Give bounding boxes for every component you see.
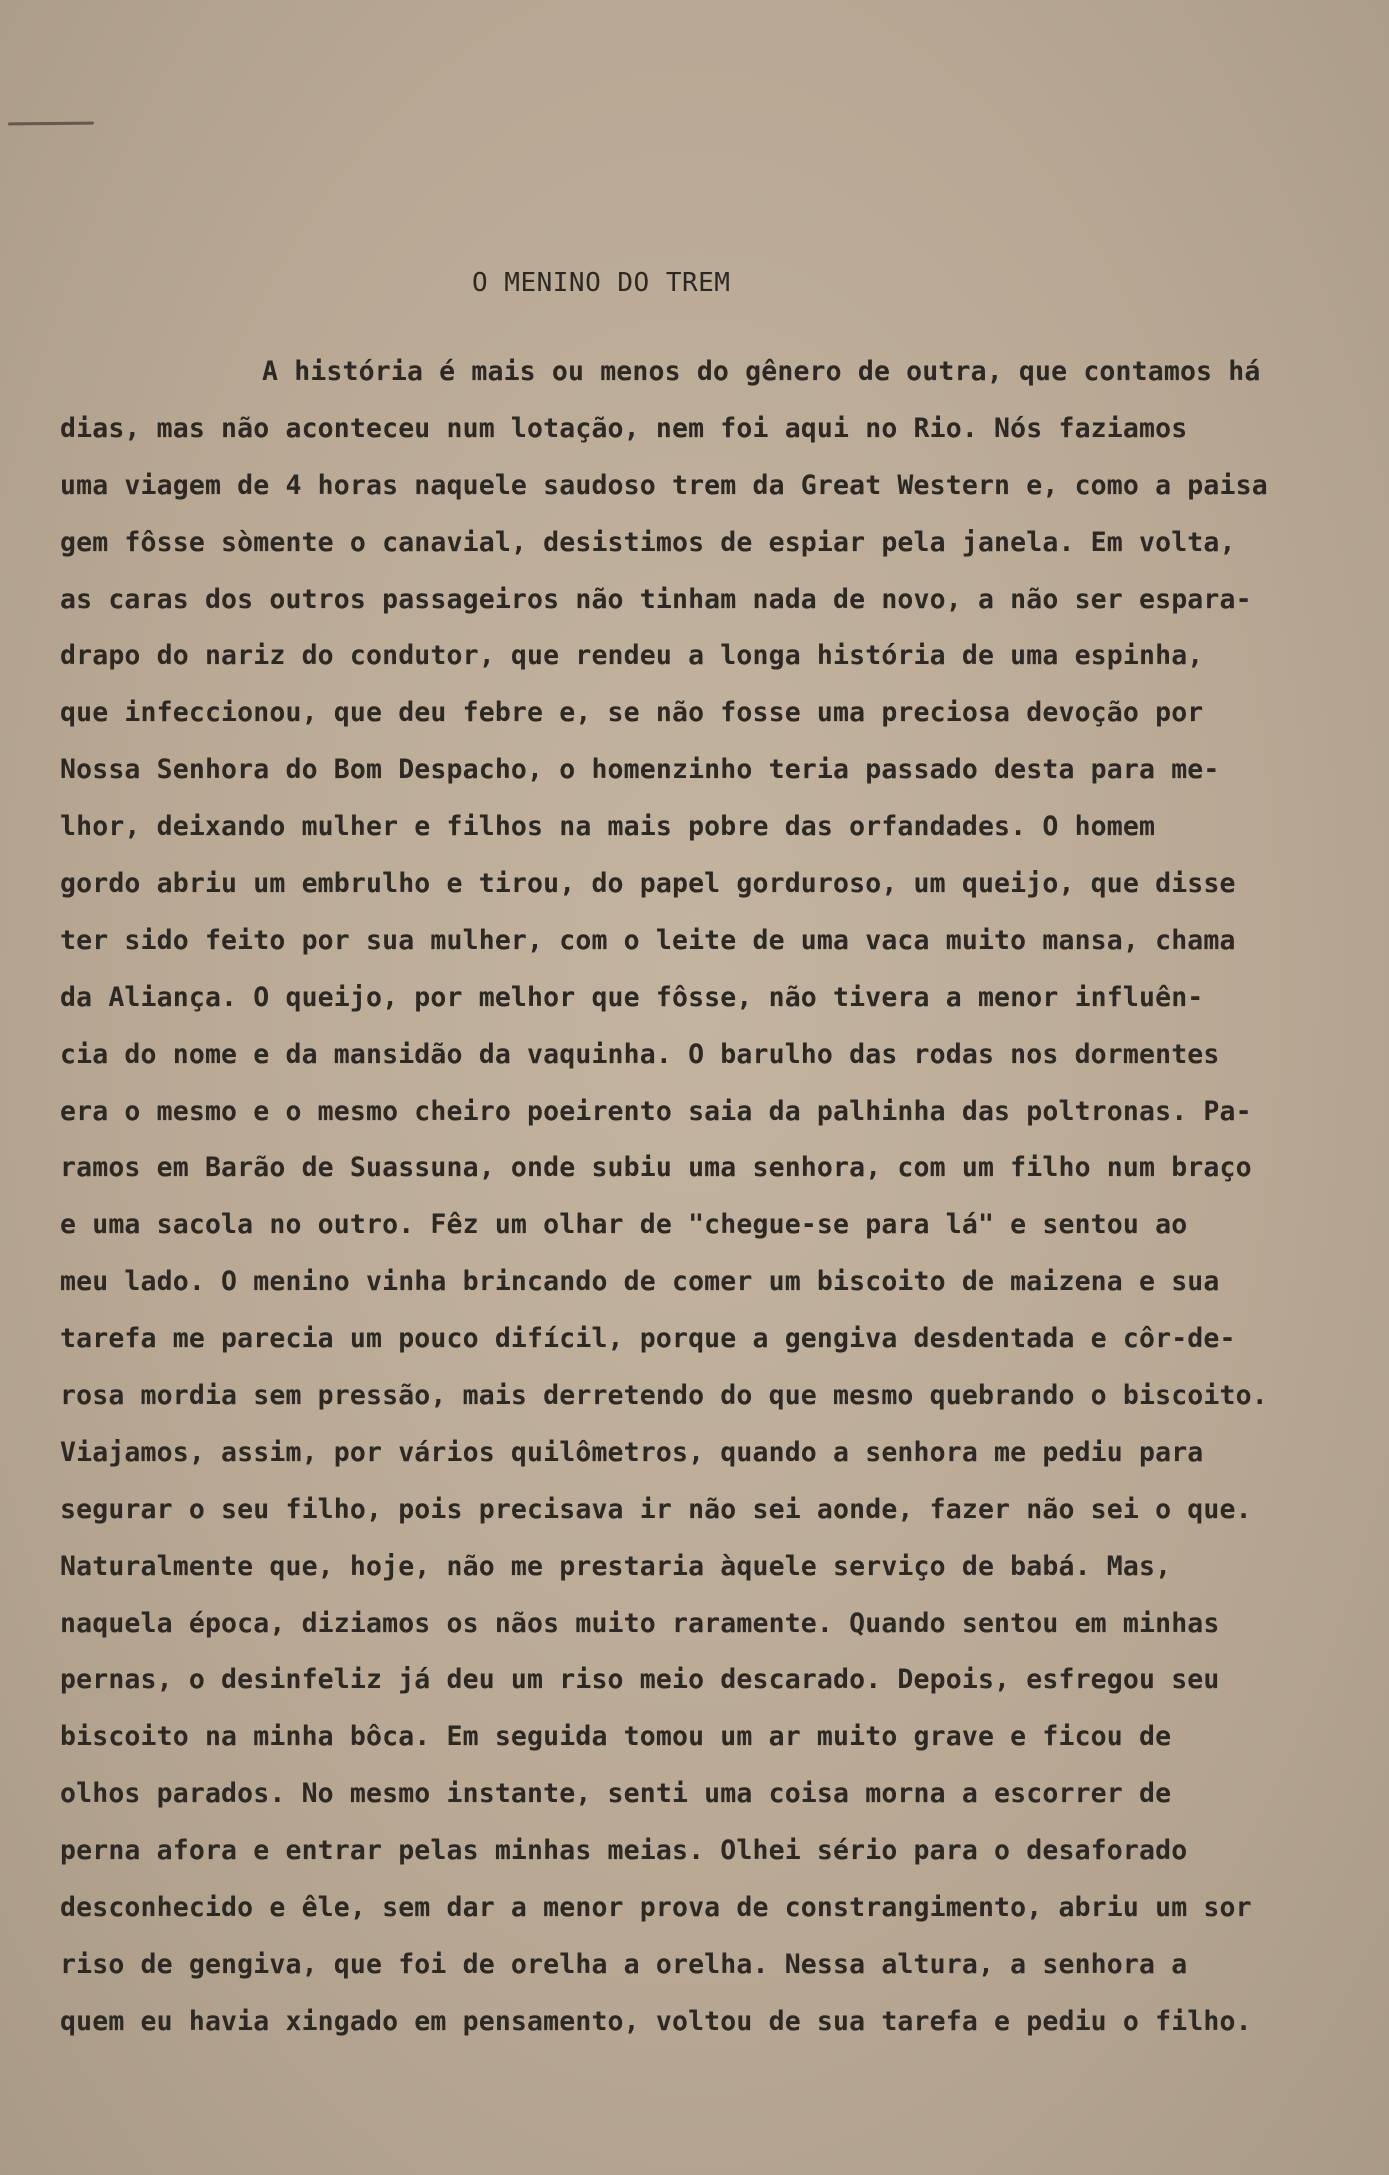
page-title: O MENINO DO TREM xyxy=(472,268,731,298)
text-line: segurar o seu filho, pois precisava ir não sei aonde, fazer não sei o que. xyxy=(60,1493,1252,1525)
text-line: que infeccionou, que deu febre e, se não fosse uma preciosa devoção por xyxy=(60,697,1204,729)
text-line: e uma sacola no outro. Fêz um olhar de "chegue-se para lá" e sentou ao xyxy=(60,1209,1188,1241)
text-line: da Aliança. O queijo, por melhor que fôsse, não tivera a menor influên- xyxy=(60,981,1204,1013)
text-line: drapo do nariz do condutor, que rendeu a longa história de uma espinha, xyxy=(60,640,1204,672)
text-line: ramos em Barão de Suassuna, onde subiu uma senhora, com um filho num braço xyxy=(60,1152,1252,1184)
text-line: gordo abriu um embrulho e tirou, do papel gorduroso, um queijo, que disse xyxy=(60,868,1236,900)
text-line: biscoito na minha bôca. Em seguida tomou um ar muito grave e ficou de xyxy=(60,1721,1172,1753)
text-line: Nossa Senhora do Bom Despacho, o homenzinho teria passado desta para me- xyxy=(60,754,1220,786)
text-line: riso de gengiva, que foi de orelha a orelha. Nessa altura, a senhora a xyxy=(60,1948,1188,1980)
text-line: gem fôsse sòmente o canavial, desistimos de espiar pela janela. Em volta, xyxy=(60,526,1236,558)
text-line: pernas, o desinfeliz já deu um riso meio descarado. Depois, esfregou seu xyxy=(60,1664,1220,1696)
text-line: perna afora e entrar pelas minhas meias. Olhei sério para o desaforado xyxy=(60,1835,1188,1867)
text-line: naquela época, diziamos os nãos muito raramente. Quando sentou em minhas xyxy=(60,1607,1220,1639)
text-line: tarefa me parecia um pouco difícil, porque a gengiva desdentada e côr-de- xyxy=(60,1323,1236,1355)
text-line: desconhecido e êle, sem dar a menor prova de constrangimento, abriu um sor xyxy=(60,1892,1252,1924)
text-line: quem eu havia xingado em pensamento, voltou de sua tarefa e pediu o filho. xyxy=(60,2005,1252,2037)
text-line: era o mesmo e o mesmo cheiro poeirento saia da palhinha das poltronas. Pa- xyxy=(60,1095,1252,1127)
text-line: Viajamos, assim, por vários quilômetros, quando a senhora me pediu para xyxy=(60,1436,1204,1468)
margin-pencil-mark xyxy=(8,122,94,126)
text-line: meu lado. O menino vinha brincando de comer um biscoito de maizena e sua xyxy=(60,1266,1220,1298)
text-line: cia do nome e da mansidão da vaquinha. O barulho das rodas nos dormentes xyxy=(60,1038,1220,1070)
text-line: uma viagem de 4 horas naquele saudoso trem da Great Western e, como a paisa xyxy=(60,469,1268,501)
text-line: ter sido feito por sua mulher, com o leite de uma vaca muito mansa, chama xyxy=(60,924,1236,956)
text-line: Naturalmente que, hoje, não me prestaria àquele serviço de babá. Mas, xyxy=(60,1550,1172,1582)
body-text xyxy=(60,344,1360,2051)
text-line: dias, mas não aconteceu num lotação, nem foi aqui no Rio. Nós faziamos xyxy=(60,412,1188,444)
text-line: lhor, deixando mulher e filhos na mais pobre das orfandades. O homem xyxy=(60,811,1156,843)
text-line: rosa mordia sem pressão, mais derretendo do que mesmo quebrando o biscoito. xyxy=(60,1380,1268,1412)
text-line: olhos parados. No mesmo instante, senti uma coisa morna a escorrer de xyxy=(60,1778,1172,1810)
text-line: A história é mais ou menos do gênero de outra, que contamos há xyxy=(262,356,1261,387)
text-line: as caras dos outros passageiros não tinham nada de novo, a não ser espara- xyxy=(60,583,1252,615)
